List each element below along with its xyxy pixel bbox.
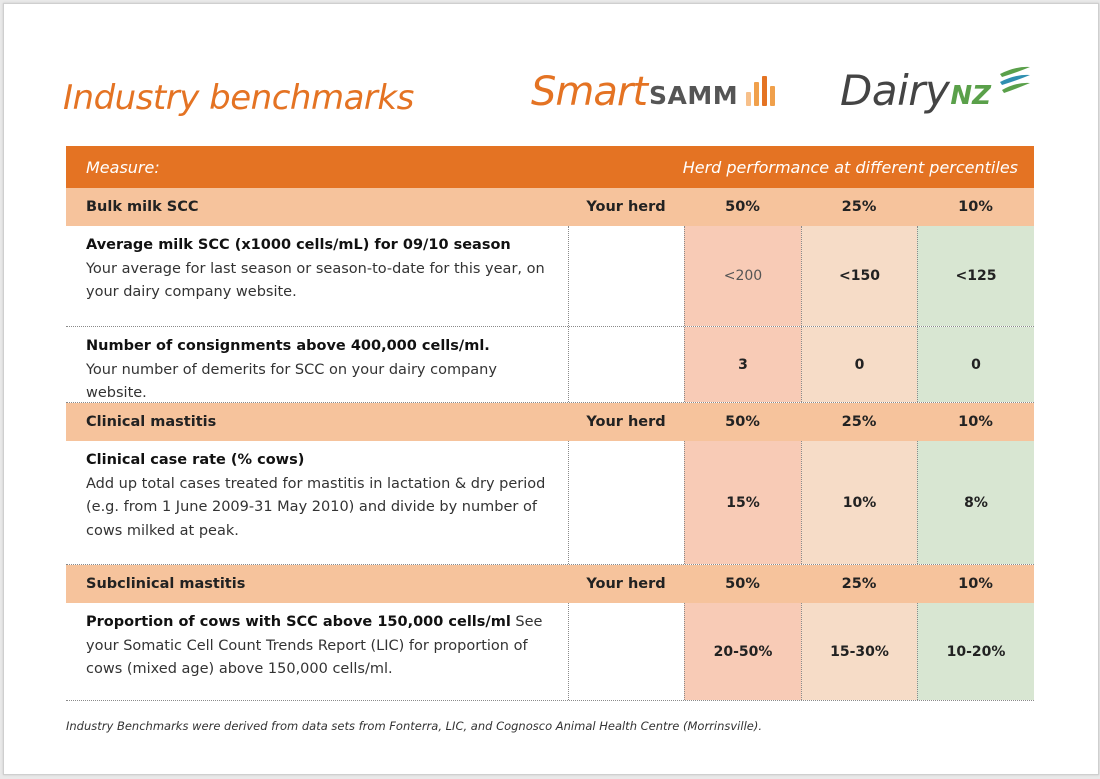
measure-cell bbox=[66, 603, 568, 700]
col-your-herd: Your herd bbox=[586, 576, 666, 592]
p10-value: 8% bbox=[917, 441, 1034, 564]
p25-value: 0 bbox=[801, 327, 917, 402]
p25-value: 10% bbox=[801, 441, 917, 564]
leaf-swoosh-icon bbox=[998, 64, 1032, 94]
col-p25: 25% bbox=[841, 414, 877, 430]
table-row bbox=[66, 226, 1034, 327]
col-p25: 25% bbox=[841, 199, 877, 215]
p50-value: 3 bbox=[684, 327, 801, 402]
p10-value: 0 bbox=[917, 327, 1034, 402]
measure-title: Clinical case rate (% cows) bbox=[86, 452, 305, 468]
measure-description: Your number of demerits for SCC on your dairy company website. bbox=[86, 361, 497, 401]
col-p50: 50% bbox=[725, 414, 760, 430]
section-header-bulk-milk-scc bbox=[66, 188, 1034, 226]
header-measure: Measure: bbox=[86, 157, 160, 177]
col-p10: 10% bbox=[958, 576, 993, 592]
p25-value: 15-30% bbox=[801, 603, 917, 700]
section-title: Bulk milk SCC bbox=[86, 199, 199, 215]
dairynz-logo bbox=[840, 66, 991, 116]
col-p10: 10% bbox=[958, 414, 993, 430]
your-herd-cell bbox=[568, 603, 684, 700]
document-page bbox=[3, 3, 1099, 775]
table-row bbox=[66, 327, 1034, 403]
smartsamm-logo bbox=[531, 70, 775, 114]
p50-value: 15% bbox=[684, 441, 801, 564]
measure-cell bbox=[66, 441, 568, 564]
measure-cell bbox=[66, 226, 568, 326]
dairynz-logo-text-nz: NZ bbox=[950, 81, 991, 111]
col-p50: 50% bbox=[725, 576, 760, 592]
your-herd-cell bbox=[568, 327, 684, 402]
section-header-subclinical-mastitis bbox=[66, 565, 1034, 603]
p10-value: 10-20% bbox=[917, 603, 1034, 700]
table-header bbox=[66, 146, 1034, 188]
measure-title: Proportion of cows with SCC above 150,000 cells/ml bbox=[86, 614, 511, 630]
smartsamm-logo-text-samm: SAMM bbox=[649, 81, 739, 110]
dairynz-logo-text-dairy: Dairy bbox=[840, 66, 950, 115]
bar-graph-icon bbox=[746, 76, 775, 106]
benchmarks-table bbox=[66, 146, 1034, 701]
measure-title: Average milk SCC (x1000 cells/mL) for 09/10 season bbox=[86, 237, 511, 253]
your-herd-cell bbox=[568, 441, 684, 564]
col-p50: 50% bbox=[725, 199, 760, 215]
table-row bbox=[66, 441, 1034, 565]
section-title: Subclinical mastitis bbox=[86, 576, 246, 592]
measure-description: Add up total cases treated for mastitis in lactation & dry period (e.g. from 1 June 2009-31 May 2010) and divide by number of cows milked at peak. bbox=[86, 475, 546, 539]
p50-value: 20-50% bbox=[684, 603, 801, 700]
measure-cell bbox=[66, 327, 568, 402]
col-your-herd: Your herd bbox=[586, 199, 666, 215]
measure-description: Your average for last season or season-to-date for this year, on your dairy company website. bbox=[86, 260, 545, 300]
col-your-herd: Your herd bbox=[586, 414, 666, 430]
your-herd-cell bbox=[568, 226, 684, 326]
measure-description: See your Somatic Cell Count Trends Report (LIC) for proportion of cows (mixed age) above 150,000 cells/ml. bbox=[86, 614, 543, 677]
p50-value: <200 bbox=[684, 226, 801, 326]
p10-value: <125 bbox=[917, 226, 1034, 326]
col-p10: 10% bbox=[958, 199, 993, 215]
col-p25: 25% bbox=[841, 576, 877, 592]
section-header-clinical-mastitis bbox=[66, 403, 1034, 441]
table-row bbox=[66, 603, 1034, 701]
section-title: Clinical mastitis bbox=[86, 414, 217, 430]
header-percentiles: Herd performance at different percentiles bbox=[682, 157, 1018, 177]
smartsamm-logo-text-smart: Smart bbox=[531, 69, 647, 115]
footnote: Industry Benchmarks were derived from data sets from Fonterra, LIC, and Cognosco Animal Health Centre (Morrinsville). bbox=[66, 719, 762, 733]
p25-value: <150 bbox=[801, 226, 917, 326]
page-title: Industry benchmarks bbox=[63, 78, 414, 118]
measure-title: Number of consignments above 400,000 cells/ml. bbox=[86, 338, 490, 354]
